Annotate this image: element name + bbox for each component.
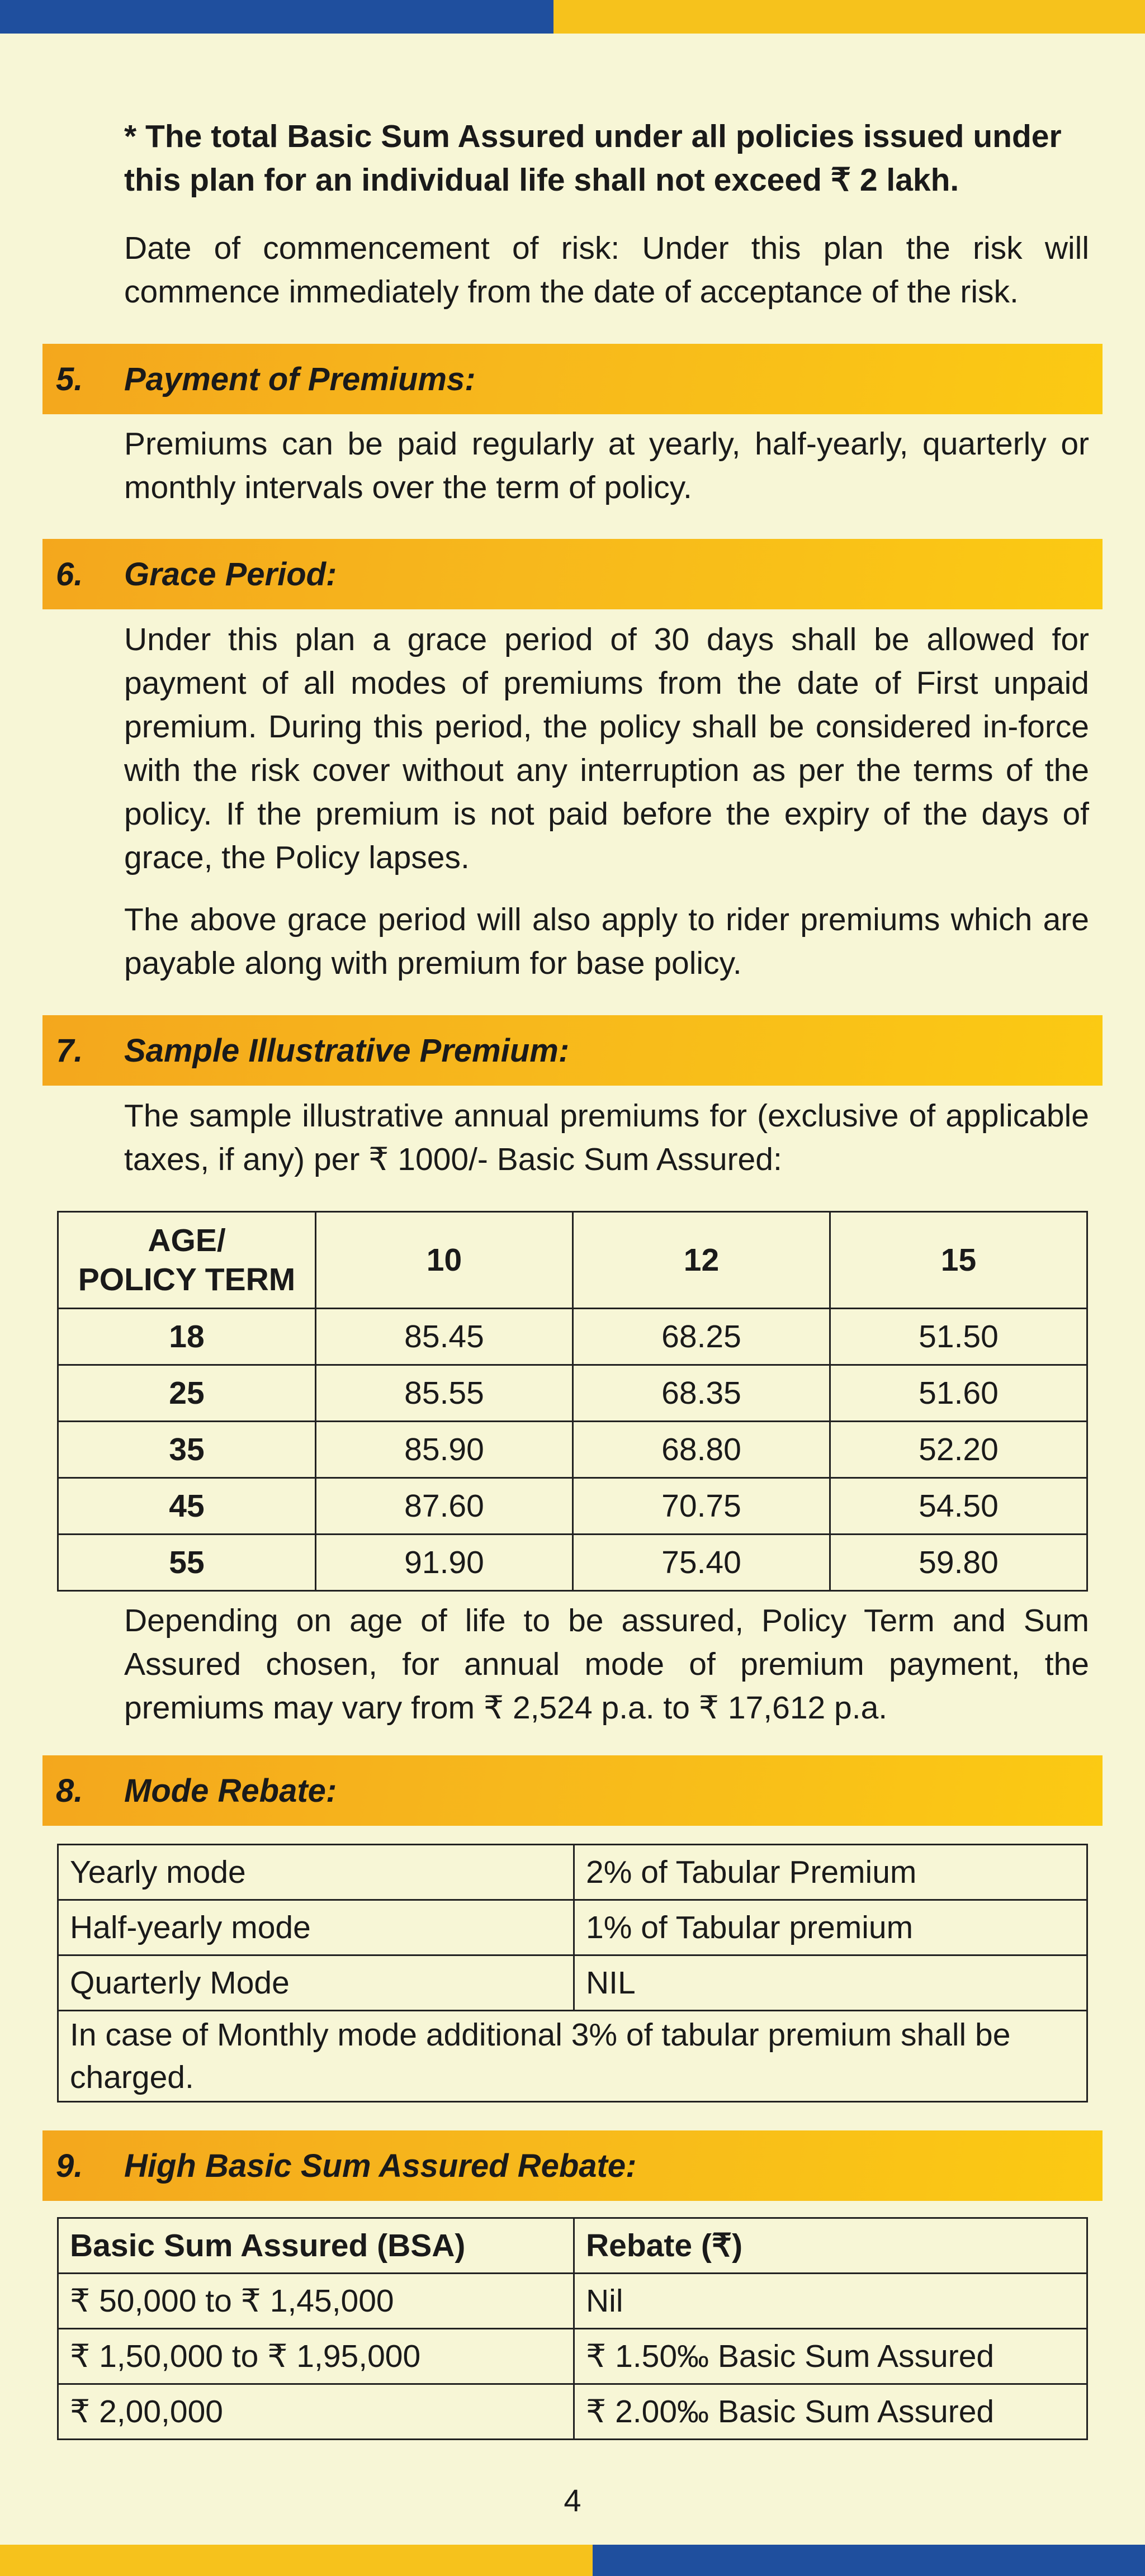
- table-row: [58, 1955, 1087, 2011]
- mode-rebate-table: [57, 1844, 1088, 2103]
- rebate-cell: Nil: [574, 2274, 1087, 2329]
- section-title: Sample Illustrative Premium:: [124, 1032, 570, 1069]
- table-row: [58, 2329, 1087, 2384]
- table-row: [58, 1478, 1087, 1535]
- section-title: Mode Rebate:: [124, 1772, 337, 1809]
- risk-commencement-text: Date of commencement of risk: Under this plan the risk will commence immediately from the date of acceptance of the risk.: [124, 230, 1089, 310]
- premium-cell: 68.35: [573, 1365, 830, 1422]
- premium-range-text: Depending on age of life to be assured, Policy Term and Sum Assured chosen, for annual mode of premium payment, the premiums may vary from ₹ 2,524 p.a. to ₹ 17,612 p.a.: [124, 1603, 1089, 1726]
- top-color-bar: [0, 0, 1145, 34]
- mode-cell: Quarterly Mode: [58, 1955, 574, 2011]
- premium-cell: 68.80: [573, 1422, 830, 1478]
- table-header-row: [58, 1212, 1087, 1309]
- table-row: [58, 2384, 1087, 2440]
- section-header-payment-of-premiums: [42, 344, 1103, 414]
- bsa-cell: ₹ 1,50,000 to ₹ 1,95,000: [58, 2329, 574, 2384]
- age-cell: 55: [58, 1535, 316, 1591]
- top-bar-blue-segment: [0, 0, 553, 34]
- section-title: Grace Period:: [124, 556, 337, 593]
- section-number: 6.: [56, 556, 83, 593]
- premium-cell: 59.80: [830, 1535, 1087, 1591]
- grace-period-text: Under this plan a grace period of 30 days shall be allowed for payment of all modes of premiums from the date of First unpaid premium. During this period, the policy shall be considered in-force with the risk cover without any interruption as per the terms of the policy. If the premium is not paid before the expiry of the days of grace, the Policy lapses.: [124, 622, 1089, 875]
- term-header: 15: [830, 1212, 1087, 1309]
- payment-of-premiums-text: Premiums can be paid regularly at yearly, half-yearly, quarterly or monthly intervals over the term of policy.: [124, 426, 1089, 505]
- premium-cell: 87.60: [316, 1478, 573, 1535]
- premium-cell: 85.90: [316, 1422, 573, 1478]
- sum-assured-limit-note: * The total Basic Sum Assured under all policies issued under this plan for an individual life shall not exceed ₹ 2 lakh.: [124, 119, 1062, 198]
- bsa-header: Basic Sum Assured (BSA): [58, 2218, 574, 2274]
- section-title: High Basic Sum Assured Rebate:: [124, 2147, 637, 2184]
- mode-cell: Half-yearly mode: [58, 1900, 574, 1955]
- age-cell: 35: [58, 1422, 316, 1478]
- table-row: [58, 1845, 1087, 1900]
- rebate-cell: NIL: [574, 1955, 1087, 2011]
- section-number: 9.: [56, 2147, 83, 2184]
- sample-premium-table: [57, 1211, 1088, 1592]
- table-row: [58, 1900, 1087, 1955]
- term-header: 12: [573, 1212, 830, 1309]
- section-number: 7.: [56, 1032, 83, 1069]
- premium-cell: 75.40: [573, 1535, 830, 1591]
- bsa-cell: ₹ 50,000 to ₹ 1,45,000: [58, 2274, 574, 2329]
- age-cell: 45: [58, 1478, 316, 1535]
- section-header-sample-illustrative-premium: [42, 1015, 1103, 1086]
- bsa-rebate-table: [57, 2217, 1088, 2440]
- sample-premium-intro: The sample illustrative annual premiums for (exclusive of applicable taxes, if any) per ₹ 1000/- Basic Sum Assured:: [124, 1098, 1089, 1177]
- premium-cell: 70.75: [573, 1478, 830, 1535]
- section-number: 8.: [56, 1772, 83, 1809]
- section-header-mode-rebate: [42, 1755, 1103, 1826]
- premium-cell: 51.50: [830, 1309, 1087, 1365]
- section-header-grace-period: [42, 539, 1103, 609]
- premium-cell: 52.20: [830, 1422, 1087, 1478]
- monthly-mode-note: In case of Monthly mode additional 3% of tabular premium shall be charged.: [58, 2011, 1087, 2102]
- age-cell: 18: [58, 1309, 316, 1365]
- page-number: 4: [564, 2483, 581, 2518]
- rebate-cell: ₹ 1.50‰ Basic Sum Assured: [574, 2329, 1087, 2384]
- premium-cell: 91.90: [316, 1535, 573, 1591]
- top-bar-yellow-segment: [553, 0, 1145, 34]
- section-number: 5.: [56, 361, 83, 397]
- bsa-cell: ₹ 2,00,000: [58, 2384, 574, 2440]
- premium-cell: 85.45: [316, 1309, 573, 1365]
- policy-term-header-label: POLICY TERM: [78, 1262, 296, 1298]
- table-row: [58, 1422, 1087, 1478]
- rebate-cell: 2% of Tabular Premium: [574, 1845, 1087, 1900]
- bottom-color-bar: [0, 2545, 1145, 2576]
- term-header: 10: [316, 1212, 573, 1309]
- rebate-cell: ₹ 2.00‰ Basic Sum Assured: [574, 2384, 1087, 2440]
- section-title: Payment of Premiums:: [124, 361, 476, 397]
- mode-cell: Yearly mode: [58, 1845, 574, 1900]
- table-header-row: [58, 2218, 1087, 2274]
- age-header-label: AGE/: [148, 1223, 226, 1258]
- age-policy-term-header: [58, 1212, 316, 1309]
- table-row: [58, 2011, 1087, 2102]
- premium-cell: 85.55: [316, 1365, 573, 1422]
- rider-grace-period-text: The above grace period will also apply to rider premiums which are payable along with premium for base policy.: [124, 902, 1089, 981]
- rebate-cell: 1% of Tabular premium: [574, 1900, 1087, 1955]
- bottom-bar-blue-segment: [593, 2545, 1145, 2576]
- premium-cell: 51.60: [830, 1365, 1087, 1422]
- table-row: [58, 1535, 1087, 1591]
- bottom-bar-yellow-segment: [0, 2545, 593, 2576]
- rebate-header: Rebate (₹): [574, 2218, 1087, 2274]
- premium-cell: 68.25: [573, 1309, 830, 1365]
- table-row: [58, 1309, 1087, 1365]
- premium-cell: 54.50: [830, 1478, 1087, 1535]
- age-cell: 25: [58, 1365, 316, 1422]
- table-row: [58, 2274, 1087, 2329]
- table-row: [58, 1365, 1087, 1422]
- section-header-high-bsa-rebate: [42, 2130, 1103, 2201]
